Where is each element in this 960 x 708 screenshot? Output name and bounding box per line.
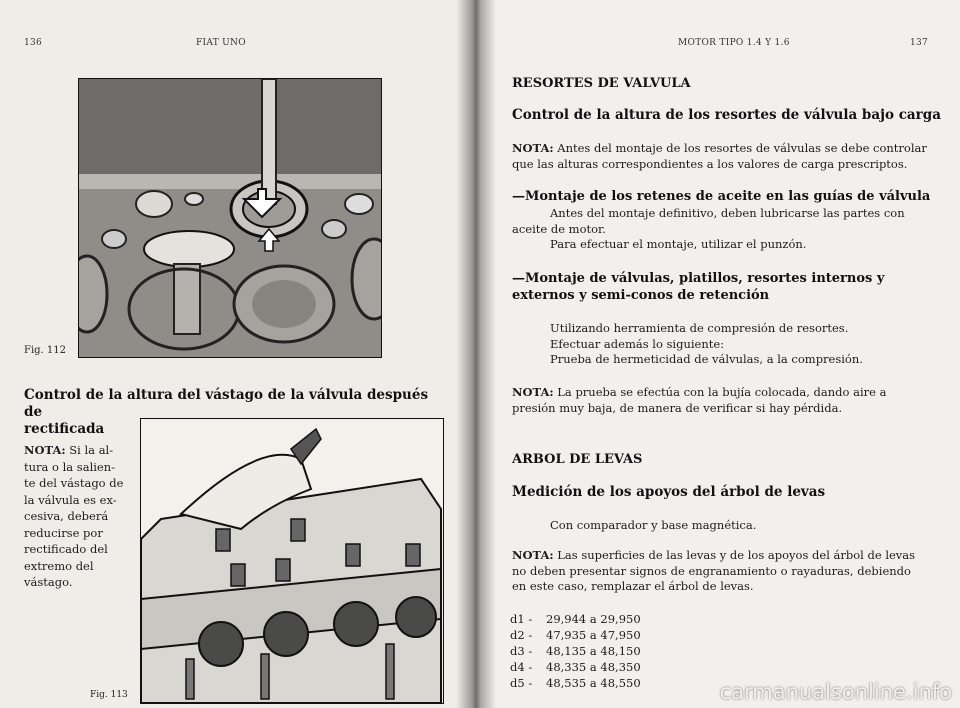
note-block-left bbox=[24, 442, 136, 591]
retenes-line-1: Antes del montaje definitivo, deben lubricarse las partes con bbox=[550, 206, 905, 220]
spec-value: 47,935 a 47,950 bbox=[546, 628, 641, 642]
note-line: la válvula es ex- bbox=[24, 492, 117, 507]
subheading-apoyos: Medición de los apoyos del árbol de levas bbox=[512, 484, 826, 500]
page-number-right: 137 bbox=[910, 38, 929, 48]
spec-label: d5 - bbox=[510, 676, 533, 690]
montaje-step: Prueba de hermeticidad de válvulas, a la compresión. bbox=[550, 352, 863, 366]
note-2-line-2: presión muy baja, de manera de verificar si hay pérdida. bbox=[512, 400, 843, 415]
montaje-line-1: —Montaje de válvulas, platillos, resortes internos y bbox=[512, 271, 885, 286]
note-1-line-2: que las alturas correspondientes a los valores de carga prescriptos. bbox=[512, 156, 908, 171]
spec-row bbox=[510, 628, 641, 644]
figure-113-drawing bbox=[140, 418, 444, 704]
note-2-line-1: La prueba se efectúa con la bujía colocada, dando aire a bbox=[557, 385, 887, 399]
retenes-paragraph bbox=[512, 206, 932, 253]
note-2 bbox=[512, 385, 932, 416]
montaje-line-2: externos y semi-conos de retención bbox=[512, 288, 770, 303]
section-title-arbol: ARBOL DE LEVAS bbox=[512, 452, 643, 467]
watermark: carmanualsonline.info bbox=[719, 680, 952, 704]
note-2-label: NOTA: bbox=[512, 385, 554, 399]
figure-112-photo bbox=[78, 78, 382, 358]
left-page bbox=[0, 0, 472, 708]
note-label: NOTA: bbox=[24, 443, 66, 457]
spec-row bbox=[510, 660, 641, 676]
note-3-line-1: Las superficies de las levas y de los apoyos del árbol de levas bbox=[557, 548, 916, 562]
subheading-resortes-carga: Control de la altura de los resortes de válvula bajo carga bbox=[512, 107, 941, 123]
spec-label: d4 - bbox=[510, 660, 533, 674]
book-gutter-shadow bbox=[456, 0, 496, 708]
retenes-line-2: aceite de motor. bbox=[512, 221, 606, 236]
note-line: reducirse por bbox=[24, 525, 103, 540]
montaje-steps bbox=[550, 321, 930, 368]
note-line: tura o la salien- bbox=[24, 459, 116, 474]
note-3-line-3: en este caso, remplazar el árbol de levas. bbox=[512, 579, 754, 593]
spec-label: d2 - bbox=[510, 628, 533, 642]
note-line: vástago. bbox=[24, 575, 73, 589]
spec-value: 48,535 a 48,550 bbox=[546, 676, 641, 690]
spec-label: d3 - bbox=[510, 644, 533, 658]
subheading-retenes: —Montaje de los retenes de aceite en las guías de válvula bbox=[512, 189, 931, 204]
montaje-step: Utilizando herramienta de compresión de resortes. bbox=[550, 321, 849, 335]
valve-seat-illustration bbox=[79, 79, 381, 357]
spec-row bbox=[510, 612, 641, 628]
apoyos-paragraph: Con comparador y base magnética. bbox=[550, 518, 757, 532]
page-number-left: 136 bbox=[24, 38, 43, 48]
spec-value: 48,335 a 48,350 bbox=[546, 660, 641, 674]
note-line: cesiva, deberá bbox=[24, 509, 109, 523]
note-3 bbox=[512, 548, 932, 595]
figure-113-label: Fig. 113 bbox=[90, 690, 128, 700]
montaje-step: Efectuar además lo siguiente: bbox=[550, 336, 725, 351]
spec-value: 48,135 a 48,150 bbox=[546, 644, 641, 658]
retenes-line-3: Para efectuar el montaje, utilizar el punzón. bbox=[550, 237, 807, 251]
note-3-label: NOTA: bbox=[512, 548, 554, 562]
running-head-right: MOTOR TIPO 1.4 Y 1.6 bbox=[678, 38, 790, 48]
spec-row bbox=[510, 676, 641, 692]
note-line: te del vástago de bbox=[24, 476, 124, 490]
note-1-label: NOTA: bbox=[512, 141, 554, 155]
note-1 bbox=[512, 141, 932, 172]
figure-112-label: Fig. 112 bbox=[24, 345, 66, 356]
heading-line-1: Control de la altura del vástago de la válvula después de bbox=[24, 387, 429, 420]
subheading-montaje-valvulas bbox=[512, 270, 884, 304]
note-3-line-2: no deben presentar signos de engranamiento o rayaduras, debiendo bbox=[512, 563, 911, 578]
cylinder-head-illustration bbox=[141, 419, 443, 703]
note-line: extremo del bbox=[24, 558, 94, 573]
note-line: rectificado del bbox=[24, 542, 108, 556]
section-title-resortes: RESORTES DE VALVULA bbox=[512, 76, 691, 91]
note-1-line-1: Antes del montaje de los resortes de válvulas se debe controlar bbox=[557, 141, 927, 155]
spec-row bbox=[510, 644, 641, 660]
spec-label: d1 - bbox=[510, 612, 533, 626]
heading-line-2: rectificada bbox=[24, 421, 105, 437]
spec-value: 29,944 a 29,950 bbox=[546, 612, 641, 626]
note-line: Si la al- bbox=[69, 443, 114, 457]
running-head-left: FIAT UNO bbox=[196, 38, 246, 48]
